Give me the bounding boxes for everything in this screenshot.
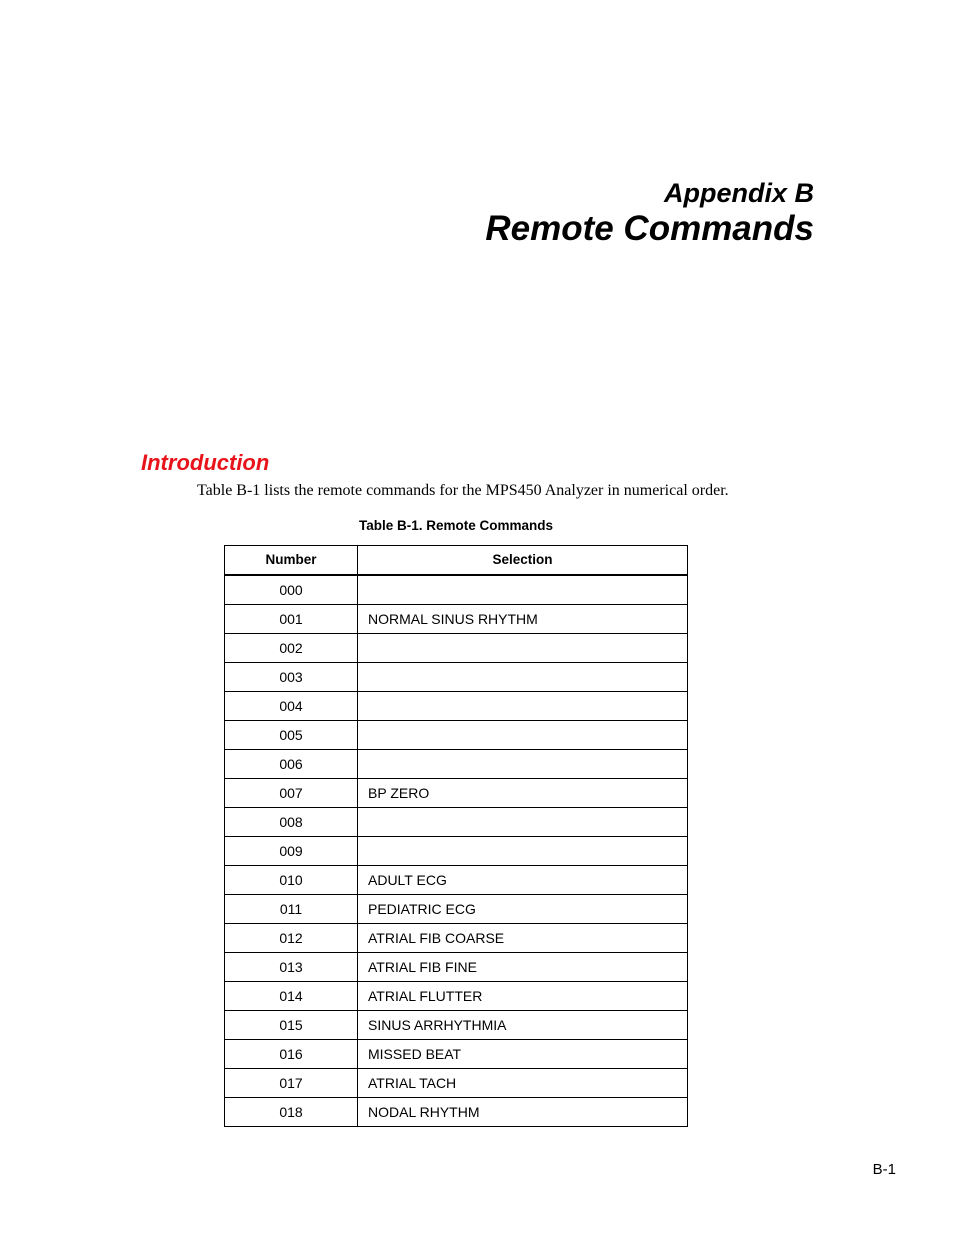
table-row xyxy=(225,837,688,866)
table-row xyxy=(225,866,688,895)
command-number: 013 xyxy=(225,953,358,982)
command-number: 018 xyxy=(225,1098,358,1127)
intro-paragraph: Table B-1 lists the remote commands for the MPS450 Analyzer in numerical order. xyxy=(197,482,729,499)
command-number: 012 xyxy=(225,924,358,953)
command-number: 016 xyxy=(225,1040,358,1069)
table-row xyxy=(225,1040,688,1069)
command-number: 006 xyxy=(225,750,358,779)
column-header-number: Number xyxy=(225,546,358,576)
section-heading-introduction: Introduction xyxy=(141,450,270,475)
command-number: 007 xyxy=(225,779,358,808)
table-row xyxy=(225,953,688,982)
command-selection: MISSED BEAT xyxy=(358,1040,688,1069)
command-number: 001 xyxy=(225,605,358,634)
command-selection xyxy=(358,692,688,721)
command-number: 005 xyxy=(225,721,358,750)
command-selection: NODAL RHYTHM xyxy=(358,1098,688,1127)
table-row xyxy=(225,1098,688,1127)
table-row xyxy=(225,605,688,634)
table-header-row xyxy=(225,546,688,576)
command-number: 008 xyxy=(225,808,358,837)
page-number: B-1 xyxy=(872,1161,896,1178)
command-number: 004 xyxy=(225,692,358,721)
command-number: 003 xyxy=(225,663,358,692)
table-row xyxy=(225,808,688,837)
command-selection xyxy=(358,808,688,837)
table-row xyxy=(225,924,688,953)
table-row xyxy=(225,692,688,721)
table-row xyxy=(225,663,688,692)
command-selection: ATRIAL FIB FINE xyxy=(358,953,688,982)
table-row xyxy=(225,721,688,750)
command-selection xyxy=(358,663,688,692)
command-selection xyxy=(358,750,688,779)
command-selection xyxy=(358,837,688,866)
command-selection: ATRIAL TACH xyxy=(358,1069,688,1098)
table-row xyxy=(225,750,688,779)
command-number: 017 xyxy=(225,1069,358,1098)
command-selection: ADULT ECG xyxy=(358,866,688,895)
command-selection: ATRIAL FIB COARSE xyxy=(358,924,688,953)
appendix-label: Appendix B xyxy=(663,178,814,208)
command-selection: PEDIATRIC ECG xyxy=(358,895,688,924)
command-number: 002 xyxy=(225,634,358,663)
table-row xyxy=(225,1011,688,1040)
command-number: 011 xyxy=(225,895,358,924)
table-row xyxy=(225,575,688,605)
table-row xyxy=(225,634,688,663)
table-caption: Table B-1. Remote Commands xyxy=(358,518,554,533)
command-selection xyxy=(358,721,688,750)
command-number: 015 xyxy=(225,1011,358,1040)
table-row xyxy=(225,1069,688,1098)
command-number: 010 xyxy=(225,866,358,895)
command-selection: SINUS ARRHYTHMIA xyxy=(358,1011,688,1040)
column-header-selection: Selection xyxy=(358,546,688,576)
remote-commands-table xyxy=(224,545,688,1127)
table-row xyxy=(225,895,688,924)
command-selection: ATRIAL FLUTTER xyxy=(358,982,688,1011)
command-selection xyxy=(358,634,688,663)
chapter-title: Remote Commands xyxy=(485,209,814,248)
command-number: 014 xyxy=(225,982,358,1011)
table-row xyxy=(225,982,688,1011)
command-selection: NORMAL SINUS RHYTHM xyxy=(358,605,688,634)
command-number: 009 xyxy=(225,837,358,866)
command-number: 000 xyxy=(225,575,358,605)
command-selection xyxy=(358,575,688,605)
table-row xyxy=(225,779,688,808)
command-selection: BP ZERO xyxy=(358,779,688,808)
